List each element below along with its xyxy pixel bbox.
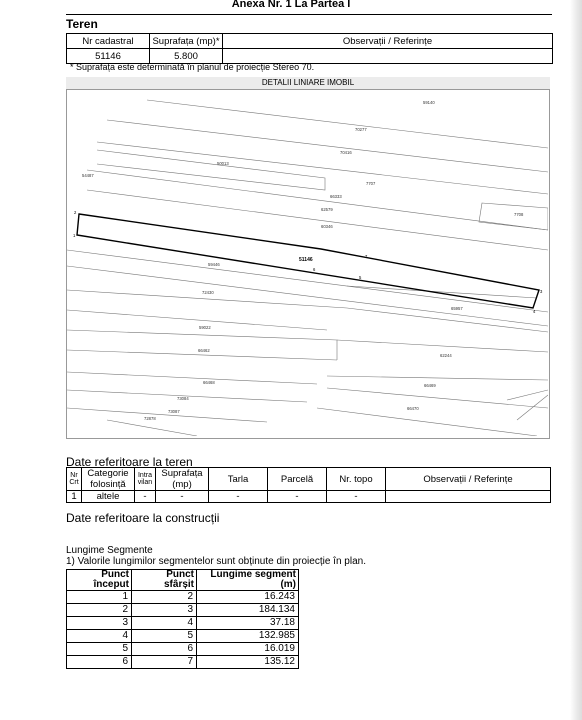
header-categorie: Categorie folosință xyxy=(82,468,135,491)
plan-label: 72878 xyxy=(144,416,156,421)
cell-length: 37.18 xyxy=(197,617,299,630)
cell-observatii-teren xyxy=(386,491,551,503)
date-teren-table xyxy=(66,467,551,503)
plan-label: 59140 xyxy=(423,100,435,105)
table-row xyxy=(67,591,299,604)
lungime-heading: Lungime Segmente xyxy=(66,545,153,556)
plan-label: 60346 xyxy=(321,224,333,229)
cell-tarla: - xyxy=(209,491,268,503)
plan-label: 62244 xyxy=(440,353,452,358)
date-teren-header-row xyxy=(67,468,551,491)
cell-start: 3 xyxy=(67,617,132,630)
table-row xyxy=(67,617,299,630)
teren-heading: Teren xyxy=(66,17,98,31)
cell-start: 4 xyxy=(67,630,132,643)
cell-end: 5 xyxy=(132,630,197,643)
lungime-table xyxy=(66,569,299,669)
header-punct-inceput: Punct început xyxy=(67,570,132,591)
header-nr-topo: Nr. topo xyxy=(327,468,386,491)
cell-length: 16.243 xyxy=(197,591,299,604)
header-suprafata: Suprafața (mp)* xyxy=(150,34,223,49)
cell-start: 6 xyxy=(67,656,132,669)
plan-label: 62579 xyxy=(321,207,333,212)
title-rule xyxy=(66,14,552,15)
plan-label: 66333 xyxy=(330,194,342,199)
teren-note: * Suprafața este determinată în planul de proiecție Stereo 70. xyxy=(70,62,315,72)
teren-table xyxy=(66,33,553,64)
header-lungime: Lungime segment (m) xyxy=(197,570,299,591)
header-tarla: Tarla xyxy=(209,468,268,491)
cell-length: 16.019 xyxy=(197,643,299,656)
date-constructii-heading: Date referitoare la construcții xyxy=(66,511,220,525)
cell-end: 6 xyxy=(132,643,197,656)
cell-nr-cadastral: 51146 xyxy=(67,49,150,64)
table-row xyxy=(67,630,299,643)
plan-label: 66462 xyxy=(198,348,210,353)
point-number: 6 xyxy=(313,267,316,272)
parcel-label: 51146 xyxy=(299,257,313,263)
table-row xyxy=(67,604,299,617)
plan-label: 70277 xyxy=(355,127,367,132)
lungime-note: 1) Valorile lungimilor segmentelor sunt obținute din proiecție în plan. xyxy=(66,556,366,567)
cell-start: 1 xyxy=(67,591,132,604)
page-title: Anexa Nr. 1 La Partea I xyxy=(231,0,351,10)
cell-length: 135.12 xyxy=(197,656,299,669)
plan-label: 7707 xyxy=(366,181,376,186)
plan-label: 66468 xyxy=(203,380,215,385)
header-observatii: Observații / Referințe xyxy=(223,34,553,49)
cell-end: 3 xyxy=(132,604,197,617)
teren-header-row xyxy=(67,34,553,49)
point-number: 3 xyxy=(540,289,543,294)
plan-label: 54487 xyxy=(82,173,94,178)
cell-end: 7 xyxy=(132,656,197,669)
cadastral-plan xyxy=(67,90,548,436)
cell-length: 132.985 xyxy=(197,630,299,643)
plan-label: 65957 xyxy=(451,306,463,311)
plan-label: 73087 xyxy=(168,409,180,414)
point-number: 2 xyxy=(74,210,77,215)
cell-end: 4 xyxy=(132,617,197,630)
point-number: 1 xyxy=(73,233,76,238)
header-intravilan: Intra vilan xyxy=(135,468,156,491)
header-parcela: Parcelă xyxy=(268,468,327,491)
date-teren-heading: Date referitoare la teren xyxy=(66,455,193,469)
point-number: 4 xyxy=(533,309,536,314)
cell-categorie: altele xyxy=(82,491,135,503)
plan-label: 59446 xyxy=(208,262,220,267)
table-row xyxy=(67,643,299,656)
cell-start: 2 xyxy=(67,604,132,617)
lungime-header-row xyxy=(67,570,299,591)
cell-intravilan: - xyxy=(135,491,156,503)
page-edge-shadow xyxy=(570,0,582,720)
plan-label: 59022 xyxy=(199,325,211,330)
plan-label: 7708 xyxy=(514,212,524,217)
plan-label: 66469 xyxy=(424,383,436,388)
point-number: 7 xyxy=(365,254,368,259)
plan-caption: DETALII LINIARE IMOBIL xyxy=(66,77,550,90)
header-observatii-teren: Observații / Referințe xyxy=(386,468,551,491)
cell-length: 184.134 xyxy=(197,604,299,617)
cell-suprafata-teren: - xyxy=(156,491,209,503)
plan-neighbor-lines xyxy=(67,100,548,436)
header-nr-cadastral: Nr cadastral xyxy=(67,34,150,49)
header-punct-sfarsit: Punct sfârșit xyxy=(132,570,197,591)
cell-parcela: - xyxy=(268,491,327,503)
plan-label: 73084 xyxy=(177,396,189,401)
cell-nr-topo: - xyxy=(327,491,386,503)
plan-label: 72430 xyxy=(202,290,214,295)
date-teren-row xyxy=(67,491,551,503)
cell-end: 2 xyxy=(132,591,197,604)
plan-label: 66470 xyxy=(407,406,419,411)
cell-nr-crt: 1 xyxy=(67,491,82,503)
plan-label: 70416 xyxy=(340,150,352,155)
header-suprafata-teren: Suprafața (mp) xyxy=(156,468,209,491)
header-nr-crt: Nr Crt xyxy=(67,468,82,491)
table-row xyxy=(67,656,299,669)
cell-suprafata: 5.800 xyxy=(150,49,223,64)
plan-label: 50013 xyxy=(217,161,229,166)
point-number: 5 xyxy=(359,275,362,280)
cell-start: 5 xyxy=(67,643,132,656)
